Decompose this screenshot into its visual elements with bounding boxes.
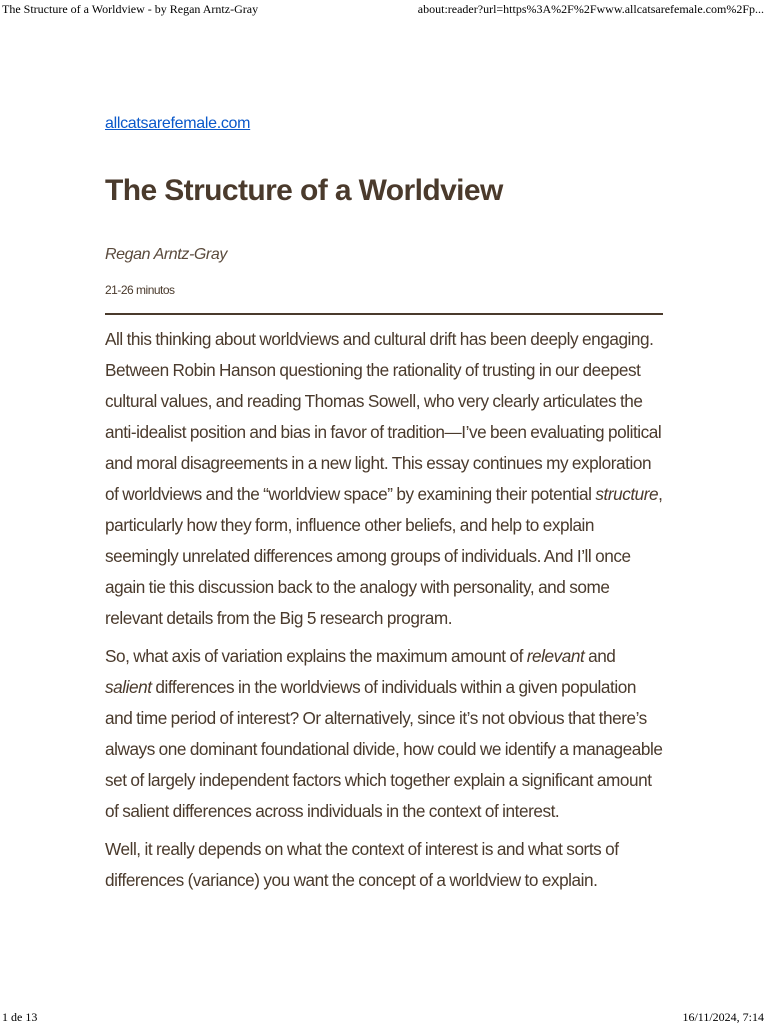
page-number: 1 de 13	[2, 1010, 38, 1024]
paragraph	[105, 324, 665, 634]
emphasis-text: structure	[595, 484, 659, 504]
paragraph	[105, 641, 665, 827]
header-divider	[105, 313, 663, 315]
reading-time: 21-26 minutos	[105, 283, 175, 297]
paragraph-text: , particularly how they form, influence other beliefs, and help to explain seemingly unrelated differences among groups of individuals. And I’ll once again tie this discussion back to the analogy with personality, and some relevant details from the Big 5 research program.	[105, 484, 663, 628]
print-page-url: about:reader?url=https%3A%2F%2Fwww.allcatsarefemale.com%2Fp...	[417, 2, 764, 16]
paragraph-text: All this thinking about worldviews and cultural drift has been deeply engaging. Between Robin Hanson questioning the rationality of trusting in our deepest cultural values, and reading Thomas Sowell, who very clearly articulates the anti-idealist position and bias in favor of tradition—I’ve been evaluating political and moral disagreements in a new light. This essay continues my exploration of worldviews and the “worldview space” by examining their potential	[105, 329, 662, 504]
article-content	[105, 324, 665, 896]
print-header	[0, 0, 768, 18]
article-author: Regan Arntz-Gray	[105, 246, 227, 263]
emphasis-text: relevant	[526, 646, 585, 666]
article-title: The Structure of a Worldview	[105, 174, 503, 207]
print-page-title: The Structure of a Worldview - by Regan Arntz-Gray	[2, 2, 259, 16]
paragraph-text: So, what axis of variation explains the maximum amount of	[105, 646, 527, 666]
paragraph-text: differences in the worldviews of individuals within a given population and time period of interest? Or alternatively, since it’s not obvious that there’s always one dominant foundational divide, how could we identify a manageable set of largely independent factors which together explain a significant amount of salient differences across individuals in the context of interest.	[105, 677, 663, 821]
reader-view	[105, 112, 665, 903]
emphasis-text: salient	[105, 677, 152, 697]
print-datetime: 16/11/2024, 7:14	[682, 1010, 764, 1024]
paragraph	[105, 834, 665, 896]
source-domain-link[interactable]: allcatsarefemale.com	[105, 115, 251, 132]
print-footer	[0, 1008, 768, 1024]
paragraph-text: Well, it really depends on what the context of interest is and what sorts of differences (variance) you want the concept of a worldview to explain.	[105, 839, 619, 890]
paragraph-text: and	[584, 646, 616, 666]
